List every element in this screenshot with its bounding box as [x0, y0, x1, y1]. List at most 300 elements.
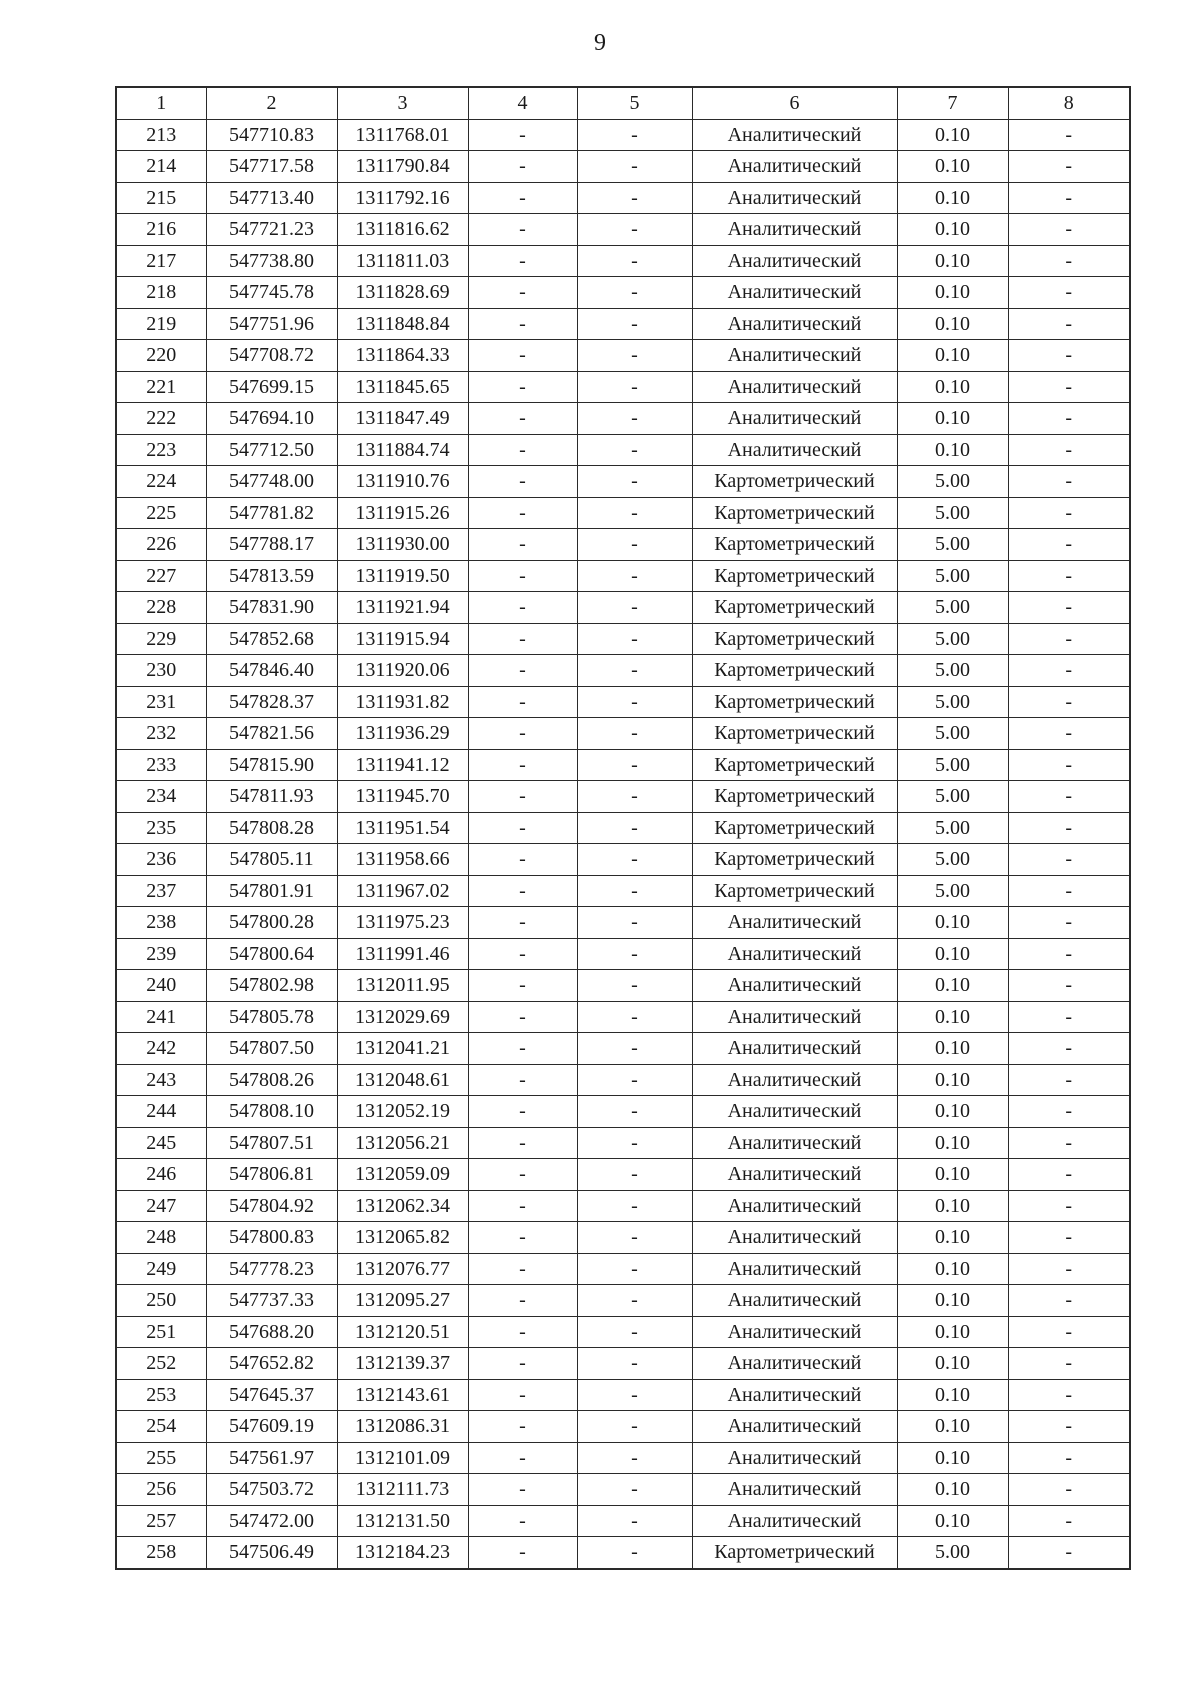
x-coordinate-cell: 547801.91 [206, 875, 337, 907]
column-4-cell: - [468, 1348, 577, 1380]
y-coordinate-cell: 1311811.03 [337, 245, 468, 277]
point-number-cell: 233 [116, 749, 206, 781]
method-cell: Картометрический [692, 560, 897, 592]
column-4-cell: - [468, 529, 577, 561]
x-coordinate-cell: 547694.10 [206, 403, 337, 435]
column-8-cell: - [1008, 1159, 1130, 1191]
point-number-cell: 244 [116, 1096, 206, 1128]
x-coordinate-cell: 547645.37 [206, 1379, 337, 1411]
table-row [116, 434, 1130, 466]
column-8-cell: - [1008, 781, 1130, 813]
accuracy-cell: 5.00 [897, 466, 1008, 498]
column-8-cell: - [1008, 812, 1130, 844]
method-cell: Аналитический [692, 371, 897, 403]
column-5-cell: - [577, 1316, 692, 1348]
column-5-cell: - [577, 1190, 692, 1222]
method-cell: Аналитический [692, 1064, 897, 1096]
table-row [116, 1127, 1130, 1159]
column-8-cell: - [1008, 1127, 1130, 1159]
y-coordinate-cell: 1312111.73 [337, 1474, 468, 1506]
accuracy-cell: 0.10 [897, 1253, 1008, 1285]
column-4-cell: - [468, 938, 577, 970]
table-row [116, 1537, 1130, 1569]
column-8-cell: - [1008, 1316, 1130, 1348]
point-number-cell: 223 [116, 434, 206, 466]
y-coordinate-cell: 1311958.66 [337, 844, 468, 876]
column-5-cell: - [577, 1127, 692, 1159]
accuracy-cell: 5.00 [897, 1537, 1008, 1569]
column-4-cell: - [468, 1411, 577, 1443]
column-8-cell: - [1008, 560, 1130, 592]
point-number-cell: 221 [116, 371, 206, 403]
accuracy-cell: 0.10 [897, 1474, 1008, 1506]
table-row [116, 119, 1130, 151]
column-4-cell: - [468, 1033, 577, 1065]
column-5-cell: - [577, 749, 692, 781]
column-8-cell: - [1008, 151, 1130, 183]
point-number-cell: 231 [116, 686, 206, 718]
x-coordinate-cell: 547828.37 [206, 686, 337, 718]
method-cell: Картометрический [692, 497, 897, 529]
method-cell: Картометрический [692, 1537, 897, 1569]
column-8-cell: - [1008, 214, 1130, 246]
column-8-cell: - [1008, 907, 1130, 939]
method-cell: Картометрический [692, 592, 897, 624]
accuracy-cell: 5.00 [897, 655, 1008, 687]
column-4-cell: - [468, 1474, 577, 1506]
point-number-cell: 242 [116, 1033, 206, 1065]
accuracy-cell: 0.10 [897, 1096, 1008, 1128]
column-8-cell: - [1008, 686, 1130, 718]
column-5-cell: - [577, 529, 692, 561]
column-5-cell: - [577, 434, 692, 466]
table-row [116, 1348, 1130, 1380]
accuracy-cell: 5.00 [897, 749, 1008, 781]
table-row [116, 1442, 1130, 1474]
column-4-cell: - [468, 182, 577, 214]
table-row [116, 1474, 1130, 1506]
column-8-cell: - [1008, 1064, 1130, 1096]
x-coordinate-cell: 547808.28 [206, 812, 337, 844]
y-coordinate-cell: 1312011.95 [337, 970, 468, 1002]
column-8-cell: - [1008, 592, 1130, 624]
accuracy-cell: 0.10 [897, 308, 1008, 340]
point-number-cell: 219 [116, 308, 206, 340]
method-cell: Картометрический [692, 623, 897, 655]
table-row [116, 1001, 1130, 1033]
column-5-cell: - [577, 1505, 692, 1537]
column-8-cell: - [1008, 938, 1130, 970]
point-number-cell: 247 [116, 1190, 206, 1222]
point-number-cell: 229 [116, 623, 206, 655]
column-5-cell: - [577, 340, 692, 372]
accuracy-cell: 0.10 [897, 434, 1008, 466]
table-row [116, 245, 1130, 277]
accuracy-cell: 0.10 [897, 403, 1008, 435]
column-8-cell: - [1008, 182, 1130, 214]
table-row [116, 592, 1130, 624]
accuracy-cell: 0.10 [897, 277, 1008, 309]
accuracy-cell: 0.10 [897, 1505, 1008, 1537]
y-coordinate-cell: 1311845.65 [337, 371, 468, 403]
y-coordinate-cell: 1311884.74 [337, 434, 468, 466]
method-cell: Аналитический [692, 1033, 897, 1065]
table-row [116, 308, 1130, 340]
accuracy-cell: 5.00 [897, 592, 1008, 624]
y-coordinate-cell: 1311790.84 [337, 151, 468, 183]
x-coordinate-cell: 547712.50 [206, 434, 337, 466]
table-row [116, 623, 1130, 655]
method-cell: Аналитический [692, 1505, 897, 1537]
y-coordinate-cell: 1312143.61 [337, 1379, 468, 1411]
column-header: 3 [337, 87, 468, 119]
method-cell: Аналитический [692, 434, 897, 466]
method-cell: Аналитический [692, 1096, 897, 1128]
y-coordinate-cell: 1311975.23 [337, 907, 468, 939]
column-8-cell: - [1008, 308, 1130, 340]
y-coordinate-cell: 1312095.27 [337, 1285, 468, 1317]
column-8-cell: - [1008, 1253, 1130, 1285]
column-5-cell: - [577, 214, 692, 246]
y-coordinate-cell: 1312056.21 [337, 1127, 468, 1159]
y-coordinate-cell: 1311931.82 [337, 686, 468, 718]
accuracy-cell: 0.10 [897, 1001, 1008, 1033]
column-4-cell: - [468, 1253, 577, 1285]
point-number-cell: 236 [116, 844, 206, 876]
point-number-cell: 252 [116, 1348, 206, 1380]
method-cell: Аналитический [692, 1285, 897, 1317]
column-4-cell: - [468, 655, 577, 687]
table-row [116, 529, 1130, 561]
column-4-cell: - [468, 1316, 577, 1348]
y-coordinate-cell: 1312120.51 [337, 1316, 468, 1348]
table-row [116, 907, 1130, 939]
column-5-cell: - [577, 1033, 692, 1065]
column-8-cell: - [1008, 1033, 1130, 1065]
column-5-cell: - [577, 1285, 692, 1317]
method-cell: Картометрический [692, 686, 897, 718]
accuracy-cell: 5.00 [897, 812, 1008, 844]
column-4-cell: - [468, 686, 577, 718]
accuracy-cell: 0.10 [897, 1064, 1008, 1096]
method-cell: Картометрический [692, 781, 897, 813]
y-coordinate-cell: 1311920.06 [337, 655, 468, 687]
y-coordinate-cell: 1312062.34 [337, 1190, 468, 1222]
column-5-cell: - [577, 1222, 692, 1254]
accuracy-cell: 5.00 [897, 560, 1008, 592]
accuracy-cell: 0.10 [897, 1379, 1008, 1411]
method-cell: Аналитический [692, 277, 897, 309]
column-5-cell: - [577, 623, 692, 655]
accuracy-cell: 0.10 [897, 151, 1008, 183]
column-4-cell: - [468, 749, 577, 781]
method-cell: Аналитический [692, 1159, 897, 1191]
table-body [116, 119, 1130, 1569]
point-number-cell: 254 [116, 1411, 206, 1443]
column-5-cell: - [577, 686, 692, 718]
x-coordinate-cell: 547808.10 [206, 1096, 337, 1128]
column-8-cell: - [1008, 119, 1130, 151]
point-number-cell: 230 [116, 655, 206, 687]
x-coordinate-cell: 547721.23 [206, 214, 337, 246]
column-4-cell: - [468, 844, 577, 876]
method-cell: Аналитический [692, 403, 897, 435]
column-4-cell: - [468, 592, 577, 624]
accuracy-cell: 0.10 [897, 938, 1008, 970]
x-coordinate-cell: 547831.90 [206, 592, 337, 624]
table-row [116, 1379, 1130, 1411]
y-coordinate-cell: 1312029.69 [337, 1001, 468, 1033]
point-number-cell: 248 [116, 1222, 206, 1254]
point-number-cell: 238 [116, 907, 206, 939]
accuracy-cell: 0.10 [897, 1411, 1008, 1443]
x-coordinate-cell: 547506.49 [206, 1537, 337, 1569]
column-4-cell: - [468, 371, 577, 403]
column-5-cell: - [577, 938, 692, 970]
point-number-cell: 243 [116, 1064, 206, 1096]
column-8-cell: - [1008, 1285, 1130, 1317]
point-number-cell: 232 [116, 718, 206, 750]
y-coordinate-cell: 1311864.33 [337, 340, 468, 372]
point-number-cell: 255 [116, 1442, 206, 1474]
point-number-cell: 251 [116, 1316, 206, 1348]
table-row [116, 1316, 1130, 1348]
accuracy-cell: 0.10 [897, 1127, 1008, 1159]
y-coordinate-cell: 1311967.02 [337, 875, 468, 907]
point-number-cell: 225 [116, 497, 206, 529]
column-5-cell: - [577, 1159, 692, 1191]
column-header: 2 [206, 87, 337, 119]
table-row [116, 466, 1130, 498]
x-coordinate-cell: 547805.78 [206, 1001, 337, 1033]
method-cell: Аналитический [692, 340, 897, 372]
method-cell: Аналитический [692, 119, 897, 151]
table-row [116, 1253, 1130, 1285]
point-number-cell: 234 [116, 781, 206, 813]
y-coordinate-cell: 1311945.70 [337, 781, 468, 813]
column-5-cell: - [577, 497, 692, 529]
y-coordinate-cell: 1311991.46 [337, 938, 468, 970]
y-coordinate-cell: 1312041.21 [337, 1033, 468, 1065]
x-coordinate-cell: 547806.81 [206, 1159, 337, 1191]
column-4-cell: - [468, 1537, 577, 1569]
point-number-cell: 245 [116, 1127, 206, 1159]
column-8-cell: - [1008, 403, 1130, 435]
x-coordinate-cell: 547699.15 [206, 371, 337, 403]
column-5-cell: - [577, 1411, 692, 1443]
table-row [116, 1285, 1130, 1317]
table-row [116, 970, 1130, 1002]
column-4-cell: - [468, 560, 577, 592]
point-number-cell: 226 [116, 529, 206, 561]
accuracy-cell: 0.10 [897, 1033, 1008, 1065]
column-8-cell: - [1008, 1379, 1130, 1411]
column-header: 1 [116, 87, 206, 119]
y-coordinate-cell: 1311936.29 [337, 718, 468, 750]
column-5-cell: - [577, 875, 692, 907]
table-row [116, 560, 1130, 592]
column-header: 6 [692, 87, 897, 119]
column-4-cell: - [468, 1001, 577, 1033]
accuracy-cell: 0.10 [897, 371, 1008, 403]
point-number-cell: 222 [116, 403, 206, 435]
column-5-cell: - [577, 1348, 692, 1380]
table-row [116, 1064, 1130, 1096]
table-row [116, 182, 1130, 214]
column-5-cell: - [577, 844, 692, 876]
x-coordinate-cell: 547800.28 [206, 907, 337, 939]
x-coordinate-cell: 547652.82 [206, 1348, 337, 1380]
column-4-cell: - [468, 812, 577, 844]
method-cell: Картометрический [692, 875, 897, 907]
table-row [116, 812, 1130, 844]
column-4-cell: - [468, 119, 577, 151]
y-coordinate-cell: 1312052.19 [337, 1096, 468, 1128]
column-4-cell: - [468, 466, 577, 498]
table-header [116, 87, 1130, 119]
coordinates-table [115, 86, 1131, 1570]
column-5-cell: - [577, 245, 692, 277]
table-row [116, 1190, 1130, 1222]
column-5-cell: - [577, 560, 692, 592]
column-4-cell: - [468, 214, 577, 246]
x-coordinate-cell: 547804.92 [206, 1190, 337, 1222]
method-cell: Аналитический [692, 1348, 897, 1380]
column-4-cell: - [468, 151, 577, 183]
y-coordinate-cell: 1311951.54 [337, 812, 468, 844]
column-8-cell: - [1008, 875, 1130, 907]
point-number-cell: 216 [116, 214, 206, 246]
x-coordinate-cell: 547811.93 [206, 781, 337, 813]
table-row [116, 686, 1130, 718]
column-4-cell: - [468, 781, 577, 813]
column-8-cell: - [1008, 277, 1130, 309]
x-coordinate-cell: 547751.96 [206, 308, 337, 340]
table-row [116, 718, 1130, 750]
column-5-cell: - [577, 466, 692, 498]
method-cell: Картометрический [692, 655, 897, 687]
column-5-cell: - [577, 1096, 692, 1128]
column-4-cell: - [468, 245, 577, 277]
x-coordinate-cell: 547609.19 [206, 1411, 337, 1443]
y-coordinate-cell: 1311930.00 [337, 529, 468, 561]
accuracy-cell: 5.00 [897, 686, 1008, 718]
column-8-cell: - [1008, 466, 1130, 498]
column-8-cell: - [1008, 1505, 1130, 1537]
x-coordinate-cell: 547737.33 [206, 1285, 337, 1317]
column-5-cell: - [577, 371, 692, 403]
x-coordinate-cell: 547717.58 [206, 151, 337, 183]
column-5-cell: - [577, 403, 692, 435]
table-row [116, 151, 1130, 183]
column-5-cell: - [577, 1064, 692, 1096]
method-cell: Картометрический [692, 466, 897, 498]
y-coordinate-cell: 1311919.50 [337, 560, 468, 592]
column-8-cell: - [1008, 844, 1130, 876]
y-coordinate-cell: 1311848.84 [337, 308, 468, 340]
x-coordinate-cell: 547807.51 [206, 1127, 337, 1159]
method-cell: Аналитический [692, 1379, 897, 1411]
point-number-cell: 220 [116, 340, 206, 372]
column-8-cell: - [1008, 497, 1130, 529]
column-8-cell: - [1008, 371, 1130, 403]
accuracy-cell: 0.10 [897, 340, 1008, 372]
accuracy-cell: 5.00 [897, 497, 1008, 529]
table-row [116, 781, 1130, 813]
column-header: 5 [577, 87, 692, 119]
y-coordinate-cell: 1312059.09 [337, 1159, 468, 1191]
column-5-cell: - [577, 812, 692, 844]
x-coordinate-cell: 547800.83 [206, 1222, 337, 1254]
column-8-cell: - [1008, 1411, 1130, 1443]
column-8-cell: - [1008, 1474, 1130, 1506]
point-number-cell: 224 [116, 466, 206, 498]
accuracy-cell: 0.10 [897, 1348, 1008, 1380]
column-8-cell: - [1008, 718, 1130, 750]
x-coordinate-cell: 547852.68 [206, 623, 337, 655]
column-8-cell: - [1008, 1348, 1130, 1380]
column-4-cell: - [468, 1159, 577, 1191]
y-coordinate-cell: 1311792.16 [337, 182, 468, 214]
point-number-cell: 215 [116, 182, 206, 214]
point-number-cell: 241 [116, 1001, 206, 1033]
accuracy-cell: 0.10 [897, 1316, 1008, 1348]
y-coordinate-cell: 1312184.23 [337, 1537, 468, 1569]
accuracy-cell: 5.00 [897, 718, 1008, 750]
column-4-cell: - [468, 1222, 577, 1254]
point-number-cell: 240 [116, 970, 206, 1002]
column-header: 7 [897, 87, 1008, 119]
table-row [116, 371, 1130, 403]
column-5-cell: - [577, 1442, 692, 1474]
method-cell: Аналитический [692, 1001, 897, 1033]
point-number-cell: 246 [116, 1159, 206, 1191]
column-5-cell: - [577, 151, 692, 183]
column-8-cell: - [1008, 1537, 1130, 1569]
y-coordinate-cell: 1312131.50 [337, 1505, 468, 1537]
table-row [116, 844, 1130, 876]
y-coordinate-cell: 1312086.31 [337, 1411, 468, 1443]
x-coordinate-cell: 547688.20 [206, 1316, 337, 1348]
method-cell: Картометрический [692, 529, 897, 561]
y-coordinate-cell: 1312048.61 [337, 1064, 468, 1096]
column-4-cell: - [468, 1127, 577, 1159]
accuracy-cell: 0.10 [897, 182, 1008, 214]
point-number-cell: 217 [116, 245, 206, 277]
column-8-cell: - [1008, 1001, 1130, 1033]
method-cell: Аналитический [692, 1442, 897, 1474]
x-coordinate-cell: 547748.00 [206, 466, 337, 498]
x-coordinate-cell: 547807.50 [206, 1033, 337, 1065]
column-4-cell: - [468, 1505, 577, 1537]
column-5-cell: - [577, 277, 692, 309]
table-row [116, 497, 1130, 529]
y-coordinate-cell: 1311847.49 [337, 403, 468, 435]
point-number-cell: 256 [116, 1474, 206, 1506]
column-4-cell: - [468, 970, 577, 1002]
column-header: 4 [468, 87, 577, 119]
y-coordinate-cell: 1311915.94 [337, 623, 468, 655]
point-number-cell: 237 [116, 875, 206, 907]
x-coordinate-cell: 547713.40 [206, 182, 337, 214]
column-8-cell: - [1008, 340, 1130, 372]
y-coordinate-cell: 1311768.01 [337, 119, 468, 151]
x-coordinate-cell: 547846.40 [206, 655, 337, 687]
accuracy-cell: 0.10 [897, 907, 1008, 939]
column-4-cell: - [468, 1442, 577, 1474]
column-5-cell: - [577, 655, 692, 687]
table-row [116, 1505, 1130, 1537]
